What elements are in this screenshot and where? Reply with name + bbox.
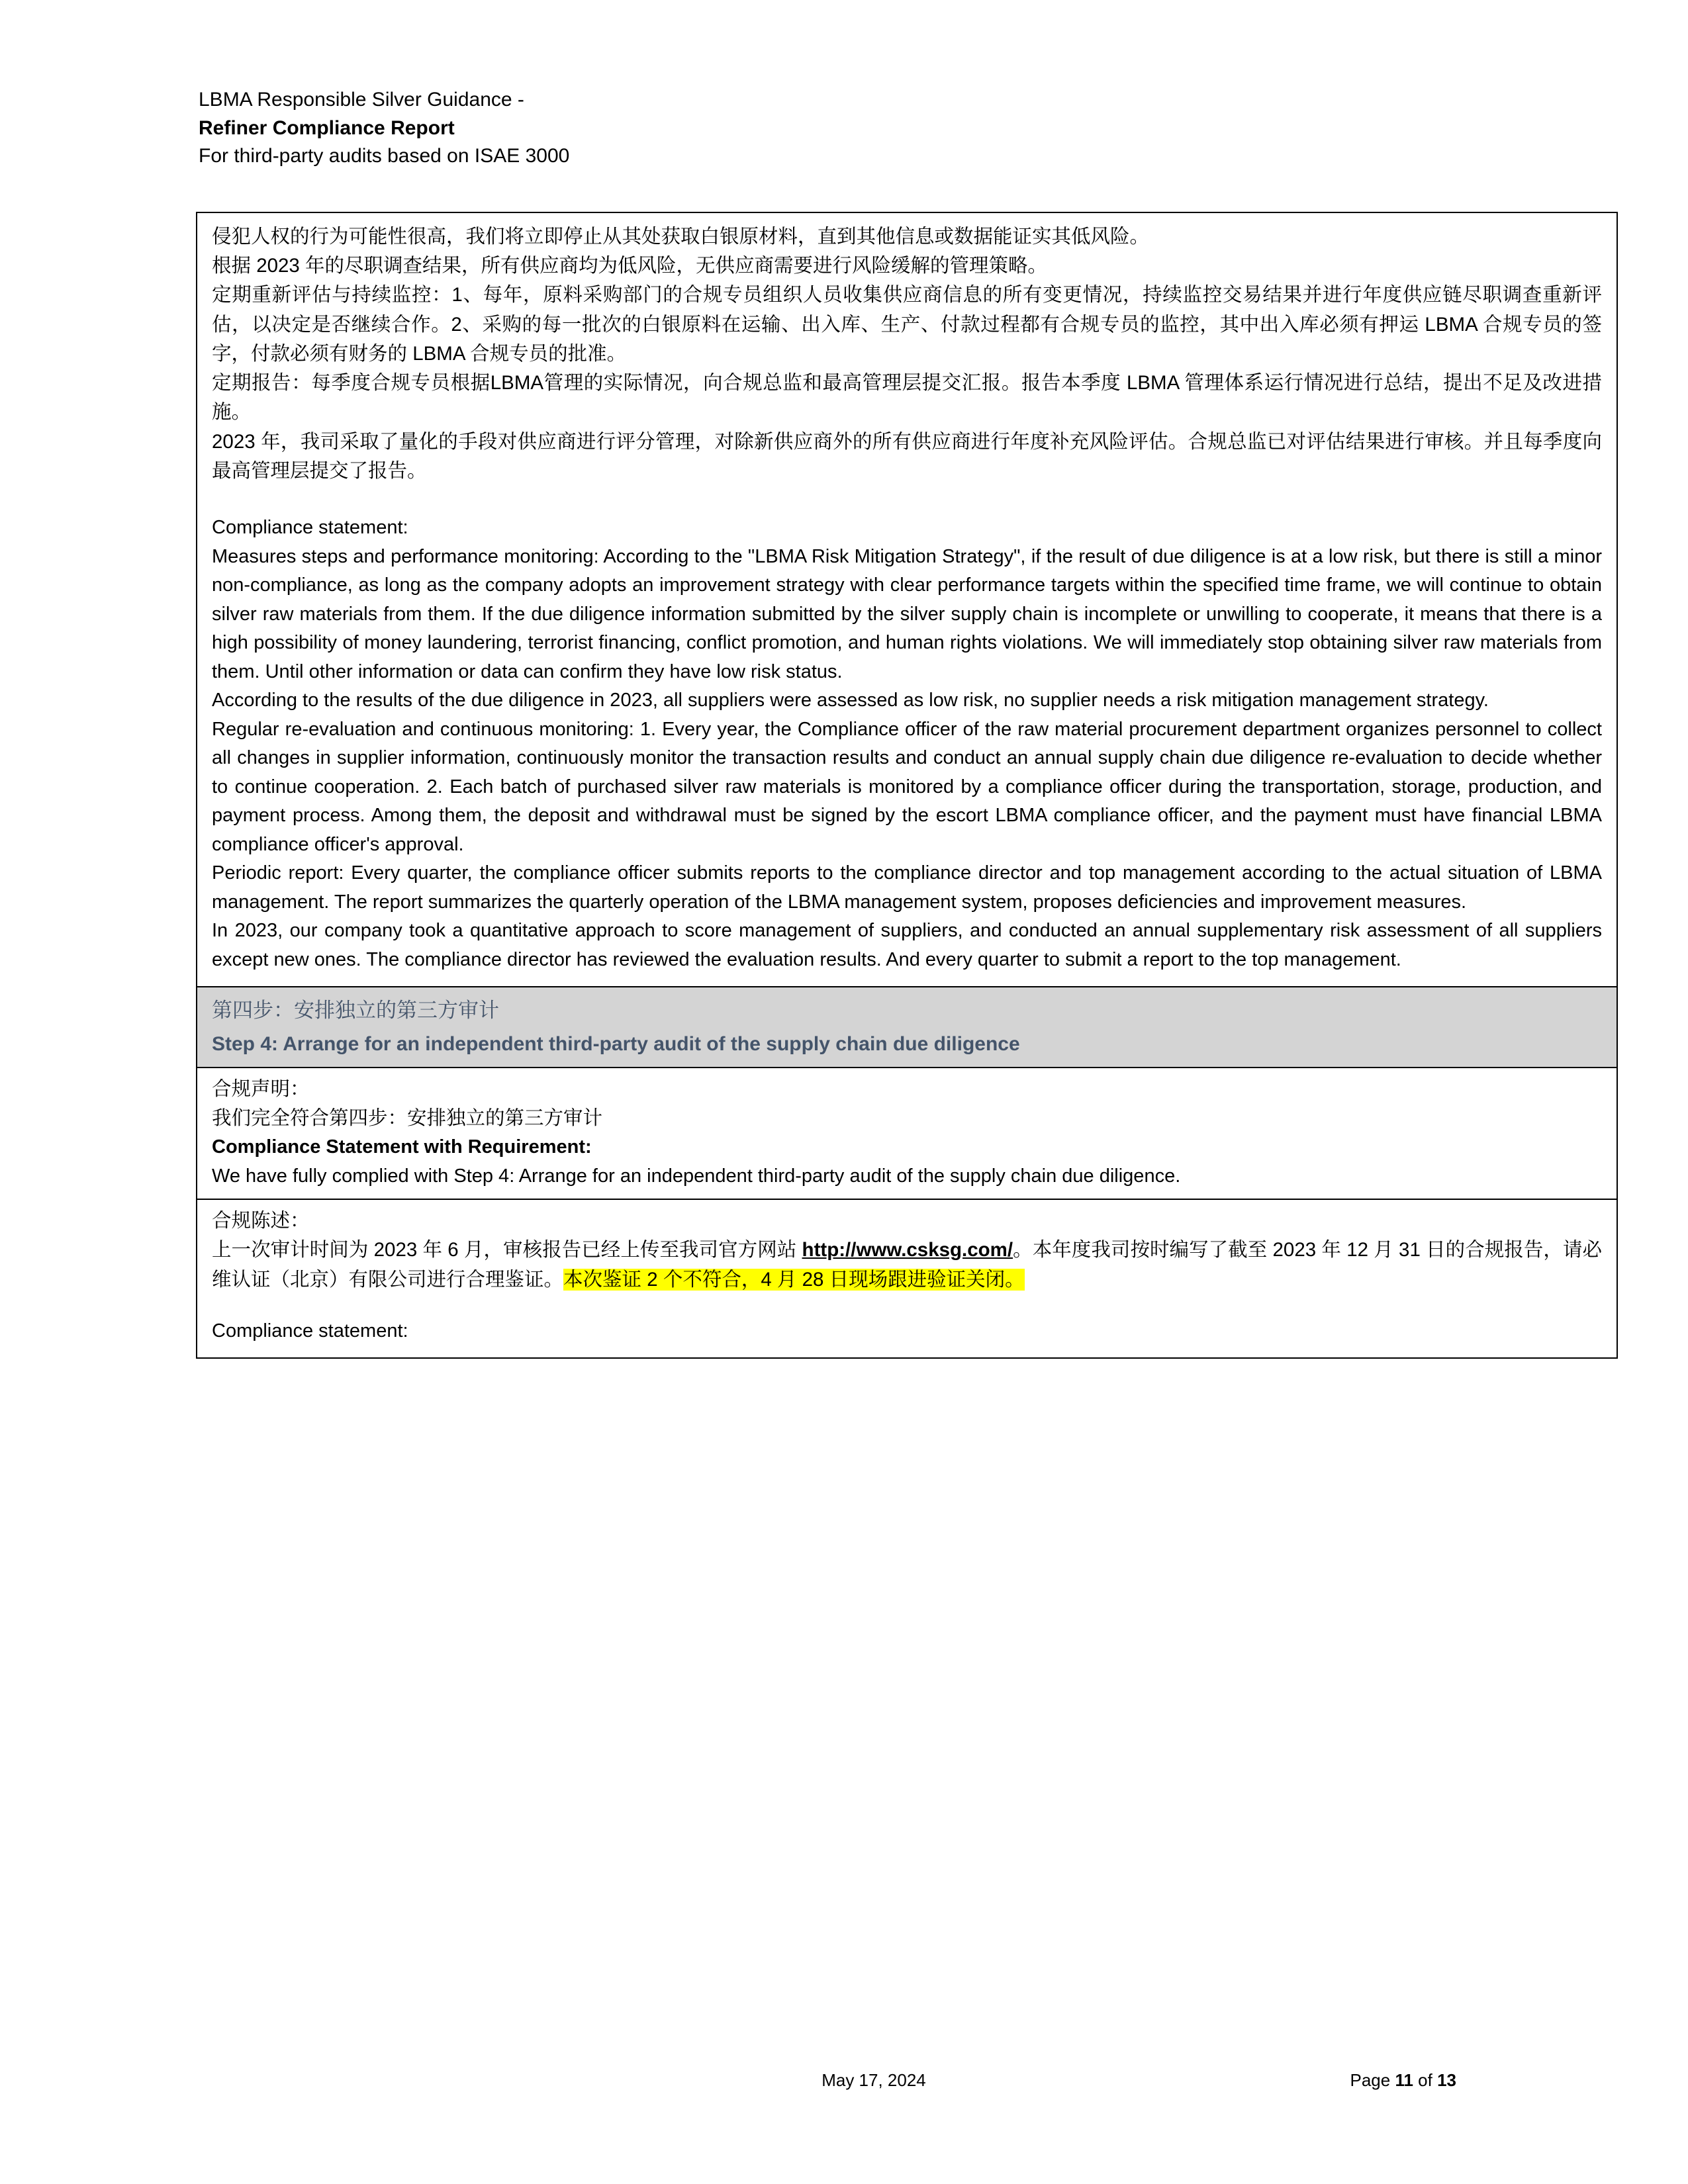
cn-paragraph-4: 定期报告：每季度合规专员根据LBMA管理的实际情况，向合规总监和最高管理层提交汇报。报告本季度 LBMA 管理体系运行情况进行总结，提出不足及改进措施。 <box>212 372 1602 424</box>
header-line-2: Refiner Compliance Report <box>199 116 455 139</box>
en-compliance-label: Compliance statement: <box>212 517 408 539</box>
compliance-table <box>196 212 1618 1359</box>
requirement-en-text: We have fully complied with Step 4: Arrange for an independent third-party audit of the supply chain due diligence. <box>212 1165 1181 1187</box>
document-header <box>199 86 1549 171</box>
header-line-3: For third-party audits based on ISAE 3000 <box>199 145 570 167</box>
chinese-narrative <box>212 222 1602 486</box>
cn-paragraph-5: 2023 年，我司采取了量化的手段对供应商进行评分管理，对除新供应商外的所有供应商进行年度补充风险评估。合规总监已对评估结果进行审核。并且每季度向最高管理层提交了报告。 <box>212 430 1602 482</box>
step4-requirement-cell <box>197 1068 1617 1200</box>
table-row <box>197 1199 1617 1358</box>
requirement-cn-text: 我们完全符合第四步：安排独立的第三方审计 <box>212 1107 603 1129</box>
footer-page-middle: of <box>1413 2070 1438 2090</box>
en-paragraph-3: Regular re-evaluation and continuous monitoring: 1. Every year, the Compliance officer of the raw material procurement department organizes personnel to collect all changes in supplier information, continuously monitor the transaction results and conduct an annual supply chain due diligence re-evaluation to decide whether to continue cooperation. 2. Each batch of purchased silver raw materials is monitored by a compliance officer during the transportation, storage, production, and payment process. Among them, the deposit and withdrawal must be signed by the escort LBMA compliance officer, and the payment must have financial LBMA compliance officer's approval. <box>212 718 1602 855</box>
statement-cn-highlight: 本次鉴证 2 个不符合，4 月 28 日现场跟进验证关闭。 <box>563 1268 1025 1291</box>
cn-paragraph-1: 侵犯人权的行为可能性很高，我们将立即停止从其处获取白银原材料，直到其他信息或数据能证实其低风险。 <box>212 225 1150 248</box>
footer-page-total: 13 <box>1437 2070 1456 2090</box>
statement-en-label: Compliance statement: <box>212 1320 408 1342</box>
en-paragraph-4: Periodic report: Every quarter, the compliance officer submits reports to the compliance director and top management according to the actual situation of LBMA management. The report summarizes the quarterly operation of the LBMA management system, proposes deficiencies and improvement measures. <box>212 862 1602 913</box>
cn-paragraph-3: 定期重新评估与持续监控：1、每年，原料采购部门的合规专员组织人员收集供应商信息的所有变更情况，持续监控交易结果并进行年度供应链尽职调查重新评估，以决定是否继续合作。2、采购的每一批次的白银原料在运输、出入库、生产、付款过程都有合规专员的监控，其中出入库必须有押运 LBMA 合规专员的签字，付款必须有财务的 LBMA 合规专员的批准。 <box>212 284 1602 365</box>
table-row <box>197 1068 1617 1200</box>
requirement-cn-label: 合规声明： <box>212 1077 310 1100</box>
english-narrative <box>212 514 1602 974</box>
statement-spacer <box>212 1295 1602 1317</box>
statement-cn-part1: 上一次审计时间为 2023 年 6 月，审核报告已经上传至我司官方网站 <box>212 1239 802 1261</box>
narrative-cell <box>197 212 1617 987</box>
step4-header-cell <box>197 987 1617 1068</box>
en-paragraph-5: In 2023, our company took a quantitative approach to score management of suppliers, and conducted an annual supplementary risk assessment of all suppliers except new ones. The compliance director has reviewed the evaluation results. And every quarter to submit a report to the top management. <box>212 920 1602 970</box>
statement-cn-part2: 。本年度我司按时编写了截至 2023 年 12 月 31 日的合规报告，请必维认证（北京）有限公司进行合理鉴证。 <box>212 1239 1602 1291</box>
en-paragraph-2: According to the results of the due diligence in 2023, all suppliers were assessed as low risk, no supplier needs a risk mitigation management strategy. <box>212 690 1489 711</box>
footer-page-prefix: Page <box>1350 2070 1395 2090</box>
statement-cn-text <box>212 1236 1602 1295</box>
step4-english-title: Step 4: Arrange for an independent third-party audit of the supply chain due diligence <box>212 1032 1020 1055</box>
step4-statement-cell <box>197 1199 1617 1358</box>
step4-chinese-title: 第四步：安排独立的第三方审计 <box>212 999 499 1023</box>
requirement-en-label: Compliance Statement with Requirement: <box>212 1136 592 1158</box>
paragraph-spacer <box>212 486 1602 514</box>
statement-cn-label: 合规陈述： <box>212 1210 310 1232</box>
footer-date: May 17, 2024 <box>821 2070 926 2090</box>
en-paragraph-1: Measures steps and performance monitoring: According to the "LBMA Risk Mitigation Strategy", if the result of due diligence is at a low risk, but there is still a minor non-compliance, as long as the company adopts an improvement strategy with clear performance targets within the specified time frame, we will continue to obtain silver raw materials from them. If the due diligence information submitted by the silver supply chain is incomplete or unwilling to cooperate, it means that there is a high possibility of money laundering, terrorist financing, conflict promotion, and human rights violations. We will immediately stop obtaining silver raw materials from them. Until other information or data can confirm they have low risk status. <box>212 545 1602 682</box>
company-website-link[interactable]: http://www.csksg.com/ <box>802 1239 1013 1261</box>
table-row <box>197 987 1617 1068</box>
footer-page-indicator <box>1350 2070 1456 2091</box>
cn-paragraph-2: 根据 2023 年的尽职调查结果，所有供应商均为低风险，无供应商需要进行风险缓解的管理策略。 <box>212 255 1048 277</box>
table-row <box>197 212 1617 987</box>
footer-page-number: 11 <box>1395 2070 1413 2090</box>
header-line-1: LBMA Responsible Silver Guidance - <box>199 89 524 111</box>
